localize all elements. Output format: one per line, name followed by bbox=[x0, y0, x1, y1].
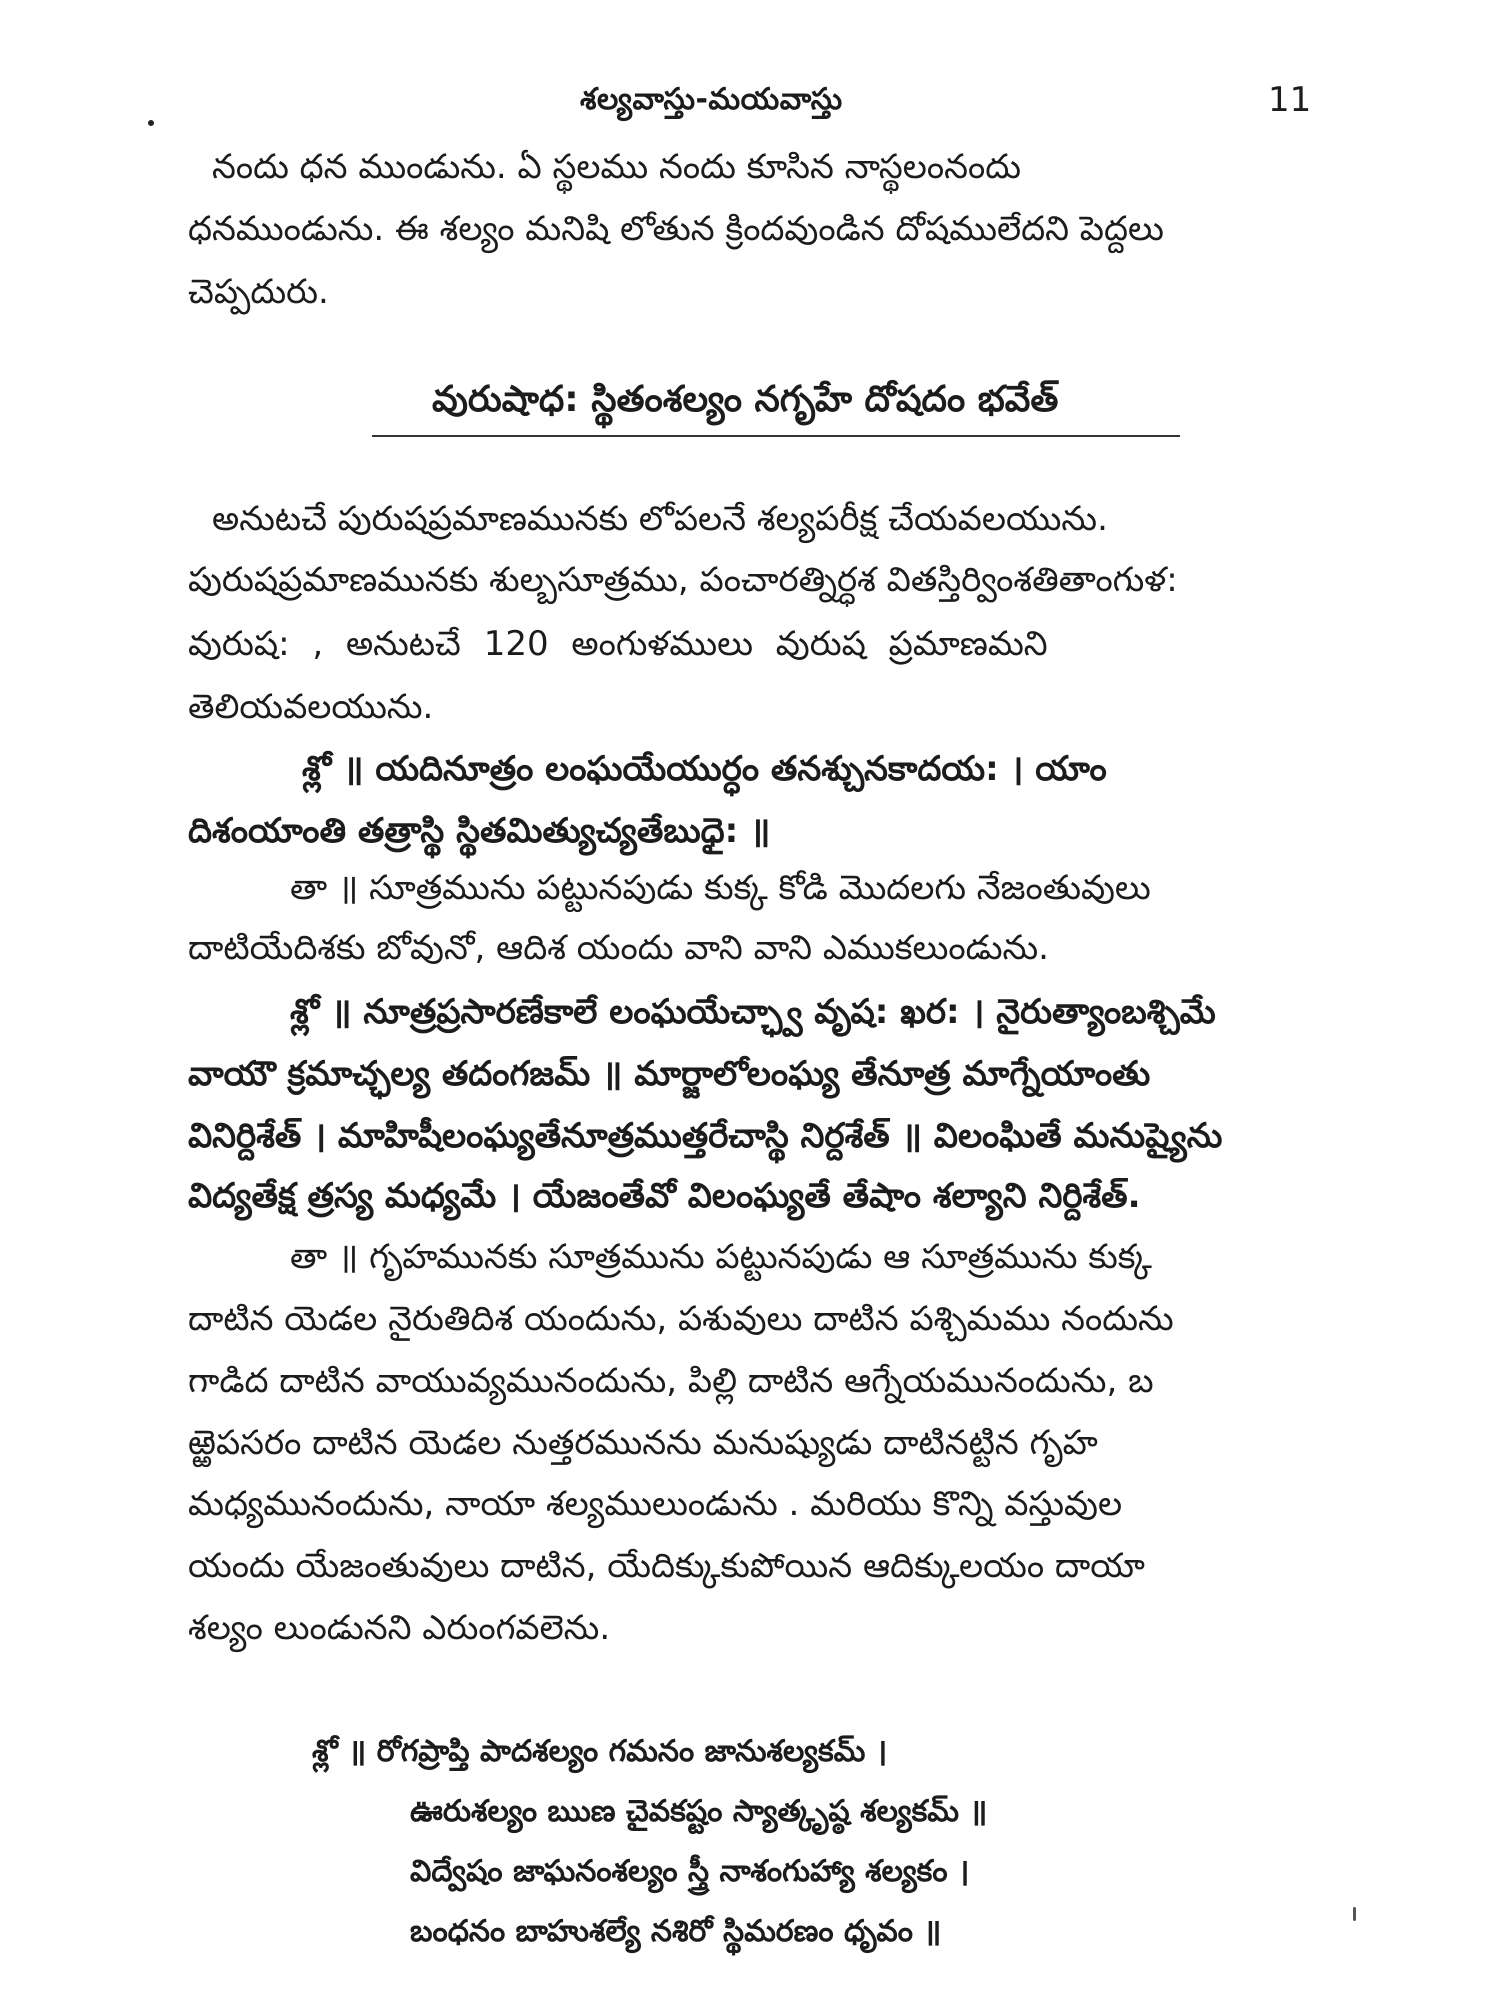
sloka-line: దిశంయాంతి తత్రాస్థి స్థితమిత్యుచ్యతేబుధై: ॥ bbox=[188, 811, 771, 851]
sloka-line: బంధనం బాహుశల్యే నశిరో స్థిమరణం ధృవం ॥ bbox=[410, 1914, 942, 1949]
meaning-line: తా ॥ గృహమునకు సూత్రమును పట్టునపుడు ఆ సూత్రమును కుక్క bbox=[290, 1237, 1152, 1277]
running-title: శల్యవాస్తు-మయవాస్తు bbox=[580, 82, 843, 117]
paragraph1-line: ధనముండును. ఈ శల్యం మనిషి లోతున క్రిందవుండిన దోషములేదని పెద్దలు bbox=[188, 209, 1164, 249]
print-speck bbox=[148, 120, 154, 126]
meaning-line: దాటిన యెడల నైరుతిదిశ యందును, పశువులు దాటిన పశ్చిమము నందును bbox=[188, 1299, 1174, 1339]
meaning-line: యందు యేజంతువులు దాటిన, యేదిక్కుకుపోయిన ఆదిక్కులయం దాయా bbox=[188, 1546, 1145, 1586]
sloka-line: విద్వేషం జాఘనంశల్యం స్త్రీ నాశంగుహ్యా శల్యకం । bbox=[410, 1854, 970, 1889]
meaning-line: దాటియేదిశకు బోవునో, ఆదిశ యందు వాని వాని ఎముకలుండును. bbox=[188, 928, 1049, 968]
heading-underline bbox=[372, 435, 1180, 437]
paragraph2-line: తెలియవలయును. bbox=[188, 687, 434, 727]
meaning-line: తా ॥ సూత్రమును పట్టునపుడు కుక్క కోడి మొదలగు నేజంతువులు bbox=[290, 868, 1151, 908]
sloka-line: ఊరుశల్యం ఋణ చైవకష్టం స్యాత్కృష్ఠ శల్యకమ్ ॥ bbox=[410, 1794, 988, 1829]
meaning-line: గాడిద దాటిన వాయువ్యమునందును, పిల్లి దాటిన ఆగ్నేయమునందును, బ bbox=[188, 1361, 1154, 1401]
sloka-line: వినిర్దిశేత్ । మాహిషీలంఘ్యతేనూత్రముత్తరేచాస్థి నిర్దశేత్ ॥ విలంఘితే మనుష్యైను bbox=[188, 1116, 1223, 1156]
paragraph2-line: అనుటచే పురుషప్రమాణమునకు లోపలనే శల్యపరీక్ష చేయవలయును. bbox=[212, 499, 1108, 539]
sloka-line: శ్లో ॥ నూత్రప్రసారణేకాలే లంఘయేచ్ఛ్వా వృష: ఖర: । నైరుత్యాంబశ్చిమే bbox=[290, 992, 1216, 1032]
paragraph2-line: వురుష: , అనుటచే 120 అంగుళములు వురుష ప్రమాణమని bbox=[188, 624, 1048, 664]
sloka-line: విద్యతేక్ష త్రస్య మధ్యమే । యేజంతేవో విలంఘ్యతే తేషాం శల్యాని నిర్దిశేత్. bbox=[188, 1176, 1141, 1216]
sloka-line: శ్లో ॥ యదినూత్రం లంఘయేయుర్ధం తనశ్చునకాదయ: । యాం bbox=[302, 749, 1107, 789]
print-speck bbox=[1353, 1907, 1356, 1921]
section-heading: వురుషాధ: స్థితంశల్యం నగృహే దోషదం భవేత్ bbox=[432, 379, 1059, 420]
paragraph1-line: నందు ధన ముండును. ఏ స్థలము నందు కూసిన నాస్థలంనందు bbox=[212, 147, 1021, 187]
paragraph2-line: పురుషప్రమాణమునకు శుల్బసూత్రము, పంచారత్నిర్ధశ వితస్తిర్వింశతితాంగుళ: bbox=[188, 560, 1178, 600]
paragraph1-line: చెప్పదురు. bbox=[188, 272, 329, 312]
sloka-line: శ్లో ॥ రోగప్రాప్తి పాదశల్యం గమనం జానుశల్యకమ్ । bbox=[312, 1734, 888, 1769]
meaning-line: ఱ్ఱెపసరం దాటిన యెడల నుత్తరమునను మనుష్యుడు దాటినట్టిన గృహ bbox=[188, 1423, 1098, 1463]
page-number: 11 bbox=[1268, 80, 1312, 120]
meaning-line: శల్యం లుండునని ఎరుంగవలెను. bbox=[188, 1608, 611, 1648]
meaning-line: మధ్యమునందును, నాయా శల్యములుండును . మరియు కొన్ని వస్తువుల bbox=[188, 1484, 1123, 1524]
sloka-line: వాయౌ క్రమాచ్ఛల్య తదంగజమ్ ॥ మార్జాలోలంఘ్య తేనూత్ర మాగ్నేయాంతు bbox=[188, 1054, 1151, 1094]
